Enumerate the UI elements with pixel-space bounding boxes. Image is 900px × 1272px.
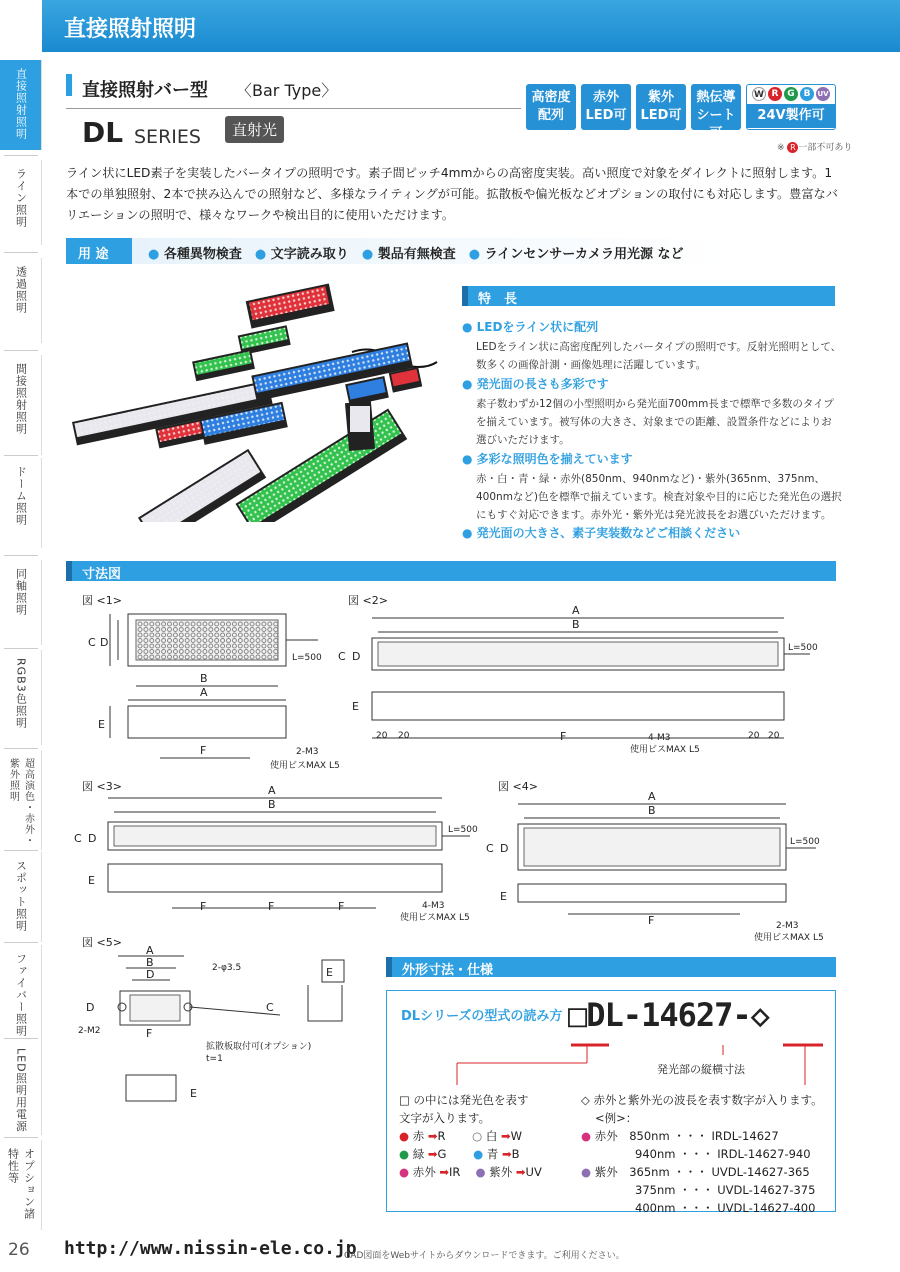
model-number: □DL-14627-◇ bbox=[568, 996, 769, 1034]
badge-thermal: 熱伝導 シート可 bbox=[691, 84, 741, 130]
website-link[interactable]: http://www.nissin-ele.co.jp bbox=[64, 1238, 357, 1259]
note: ※ R 一部不可あり bbox=[777, 143, 853, 153]
section-header: 直接照射照明 bbox=[42, 0, 900, 52]
svg-text:F: F bbox=[648, 914, 655, 927]
svg-text:D: D bbox=[86, 1001, 95, 1014]
svg-text:E: E bbox=[98, 718, 105, 731]
feature-item: ● 発光面の大きさ、素子実装数などご相談ください bbox=[462, 526, 741, 540]
svg-text:F: F bbox=[200, 744, 207, 757]
spec-header: 外形寸法・仕様 bbox=[386, 957, 836, 977]
sidebar bbox=[0, 0, 42, 1272]
svg-text:B: B bbox=[146, 956, 154, 969]
svg-text:F: F bbox=[560, 730, 567, 743]
svg-text:2-φ3.5: 2-φ3.5 bbox=[212, 963, 242, 973]
svg-text:F: F bbox=[200, 900, 207, 913]
series-suffix: SERIES bbox=[134, 126, 201, 148]
sidebar-item-spot[interactable]: スポット照明 bbox=[0, 852, 42, 942]
badge-uv: 紫外 LED可 bbox=[636, 84, 686, 130]
footer-note: CAD図面をWebサイトからダウンロードできます。ご利用ください。 bbox=[344, 1251, 625, 1261]
title-accent bbox=[66, 74, 72, 96]
sidebar-item-options[interactable]: オプション諸特性等 bbox=[0, 1140, 42, 1230]
volt-label: 24V製作可 bbox=[747, 104, 835, 128]
series-name: DL bbox=[82, 116, 124, 149]
fig1-label: 図 <1> bbox=[82, 594, 122, 607]
sidebar-item-high-color[interactable]: 超高演色・赤外・紫外照明 bbox=[0, 750, 42, 850]
svg-text:L=500: L=500 bbox=[790, 837, 820, 847]
svg-text:4-M3: 4-M3 bbox=[648, 733, 671, 743]
product-photo bbox=[62, 282, 442, 522]
svg-text:2-M3: 2-M3 bbox=[776, 921, 799, 931]
svg-text:E: E bbox=[352, 700, 359, 713]
dot-w: W bbox=[752, 87, 766, 101]
svg-text:図 <2>: 図 <2> bbox=[348, 594, 388, 607]
sidebar-item-fiber[interactable]: ファイバー照明 bbox=[0, 945, 42, 1040]
dot-g: G bbox=[784, 87, 798, 101]
svg-text:D: D bbox=[352, 650, 361, 663]
svg-text:20: 20 bbox=[376, 731, 388, 741]
sidebar-item-line[interactable]: ライン照明 bbox=[0, 160, 42, 245]
sidebar-item-power[interactable]: LED照明用電源 bbox=[0, 1040, 42, 1135]
svg-text:B: B bbox=[200, 672, 208, 685]
reading-title: DLシリーズの型式の読み方 bbox=[401, 1009, 563, 1024]
svg-text:D: D bbox=[500, 842, 509, 855]
svg-text:D: D bbox=[146, 968, 155, 981]
svg-text:A: A bbox=[648, 790, 656, 803]
dimension-drawings bbox=[60, 590, 840, 990]
svg-text:E: E bbox=[326, 966, 333, 979]
svg-text:B: B bbox=[268, 798, 276, 811]
intro-text: ライン状にLED素子を実装したバータイプの照明です。素子間ピッチ4mmからの高密度実装。高い照度で対象をダイレクトに照射します。1本での単独照射、2本で挟み込んでの照射など、多様なライティングが可能。拡散板や偏光板などオプションの取付にも対応します。豊富なバリエーションの照明で、様々なワークや検出目的に使用いただけます。 bbox=[66, 166, 838, 222]
badge-high-density: 高密度 配列 bbox=[526, 84, 576, 130]
fig5-drawing bbox=[70, 985, 380, 1115]
wavelength-legend: ◇ 赤外と紫外光の波長を表す数字が入ります。 <例>： ● 赤外 850nm ・・・ IRDL-14627 940nm ・・・ IRDL-14627-940 ● 紫外 365nm ・・・ UVDL-14627-365 375nm ・・・ UVDL-14627-375 400nm ・・・ UVDL-14627-400 bbox=[581, 1093, 823, 1215]
feature-item: ● 発光面の長さも多彩です 素子数わずか12個の小型照明から発光面700mm長まで標準で多数のタイプを揃えています。被写体の大きさ、対象までの距離、設置条件などによりお選びいただけます。 bbox=[462, 377, 834, 446]
svg-text:E: E bbox=[88, 874, 95, 887]
svg-text:B: B bbox=[572, 618, 580, 631]
sidebar-item-rgb[interactable]: RGB3色照明 bbox=[0, 650, 42, 745]
svg-text:E: E bbox=[500, 890, 507, 903]
dot-uv: UV bbox=[816, 87, 830, 101]
svg-text:D: D bbox=[100, 636, 109, 649]
feature-item: ● LEDをライン状に配列 LEDをライン状に高密度配列したバータイプの照明です。反射光照明として、数多くの画像計測・画像処理に活躍しています。 bbox=[462, 320, 842, 371]
badge-24v bbox=[746, 84, 836, 130]
color-legend: □ の中には発光色を表す 文字が入ります。 ● 赤 ➡R ○ 白 ➡W ● 緑 ➡G ● 青 ➡B ● 赤外 ➡IR ● 紫外 ➡UV bbox=[399, 1093, 542, 1179]
product-title: 直接照射バー型 bbox=[82, 80, 208, 101]
svg-text:20: 20 bbox=[768, 731, 780, 741]
dot-r: R bbox=[768, 87, 782, 101]
svg-text:使用ビスMAX L5: 使用ビスMAX L5 bbox=[630, 745, 700, 755]
direct-light-badge: 直射光 bbox=[225, 116, 284, 143]
svg-text:C: C bbox=[338, 650, 346, 663]
usage-label: 用 途 bbox=[66, 238, 132, 264]
svg-text:F: F bbox=[146, 1027, 153, 1040]
svg-text:F: F bbox=[338, 900, 345, 913]
svg-text:2-M3: 2-M3 bbox=[296, 747, 319, 757]
svg-text:L=500: L=500 bbox=[788, 643, 818, 653]
svg-text:L=500: L=500 bbox=[292, 653, 322, 663]
page-number: 26 bbox=[8, 1240, 30, 1260]
svg-text:拡散板取付可(オプション): 拡散板取付可(オプション) bbox=[206, 1042, 312, 1052]
svg-text:使用ビスMAX L5: 使用ビスMAX L5 bbox=[754, 933, 824, 943]
svg-text:A: A bbox=[146, 944, 154, 957]
svg-text:図 <3>: 図 <3> bbox=[82, 780, 122, 793]
svg-text:A: A bbox=[268, 784, 276, 797]
svg-text:図 <5>: 図 <5> bbox=[82, 936, 122, 949]
svg-text:2-M2: 2-M2 bbox=[78, 1026, 101, 1036]
svg-text:t=1: t=1 bbox=[206, 1054, 223, 1064]
title-divider bbox=[66, 108, 521, 109]
svg-text:A: A bbox=[572, 604, 580, 617]
svg-text:D: D bbox=[88, 832, 97, 845]
svg-text:B: B bbox=[648, 804, 656, 817]
sidebar-item-indirect[interactable]: 間接照射照明 bbox=[0, 355, 42, 455]
dimensions-header: 寸法図 bbox=[66, 561, 836, 581]
svg-text:使用ビスMAX L5: 使用ビスMAX L5 bbox=[270, 761, 340, 771]
svg-text:C: C bbox=[486, 842, 494, 855]
usage-bar bbox=[66, 238, 726, 264]
svg-text:C: C bbox=[74, 832, 82, 845]
dot-b: B bbox=[800, 87, 814, 101]
svg-text:A: A bbox=[200, 686, 208, 699]
sidebar-item-coaxial[interactable]: 同軸照明 bbox=[0, 560, 42, 645]
note-dot: R bbox=[787, 142, 798, 153]
svg-text:C: C bbox=[88, 636, 96, 649]
svg-text:C: C bbox=[266, 1001, 274, 1014]
svg-text:L=500: L=500 bbox=[448, 825, 478, 835]
svg-text:4-M3: 4-M3 bbox=[422, 901, 445, 911]
svg-text:図 <4>: 図 <4> bbox=[498, 780, 538, 793]
svg-text:E: E bbox=[190, 1087, 197, 1100]
sidebar-item-direct[interactable]: 直接照射照明 bbox=[0, 60, 42, 150]
svg-text:F: F bbox=[268, 900, 275, 913]
product-type: 〈Bar Type〉 bbox=[236, 81, 338, 100]
sidebar-item-dome[interactable]: ドーム照明 bbox=[0, 458, 42, 548]
svg-text:使用ビスMAX L5: 使用ビスMAX L5 bbox=[400, 913, 470, 923]
svg-text:20: 20 bbox=[398, 731, 410, 741]
svg-text:20: 20 bbox=[748, 731, 760, 741]
feature-item: ● 多彩な照明色を揃えています 赤・白・青・緑・赤外(850nm、940nmなど)・紫外(365nm、375nm、400nmなど)色を標準で揃えています。検査対象や目的に応じた発光色の選択にもすぐ対応できます。赤外光・紫外光は発光波長をお選びいただけます。 bbox=[462, 452, 842, 521]
badge-ir: 赤外 LED可 bbox=[581, 84, 631, 130]
usage-items: ● 各種異物検査 ● 文字読み取り ● 製品有無検査 ● ラインセンサーカメラ用光源 など bbox=[148, 247, 684, 262]
sidebar-item-transmit[interactable]: 透過照明 bbox=[0, 258, 42, 343]
size-label: 発光部の縦横寸法 bbox=[657, 1063, 745, 1076]
features-header: 特 長 bbox=[462, 286, 835, 306]
